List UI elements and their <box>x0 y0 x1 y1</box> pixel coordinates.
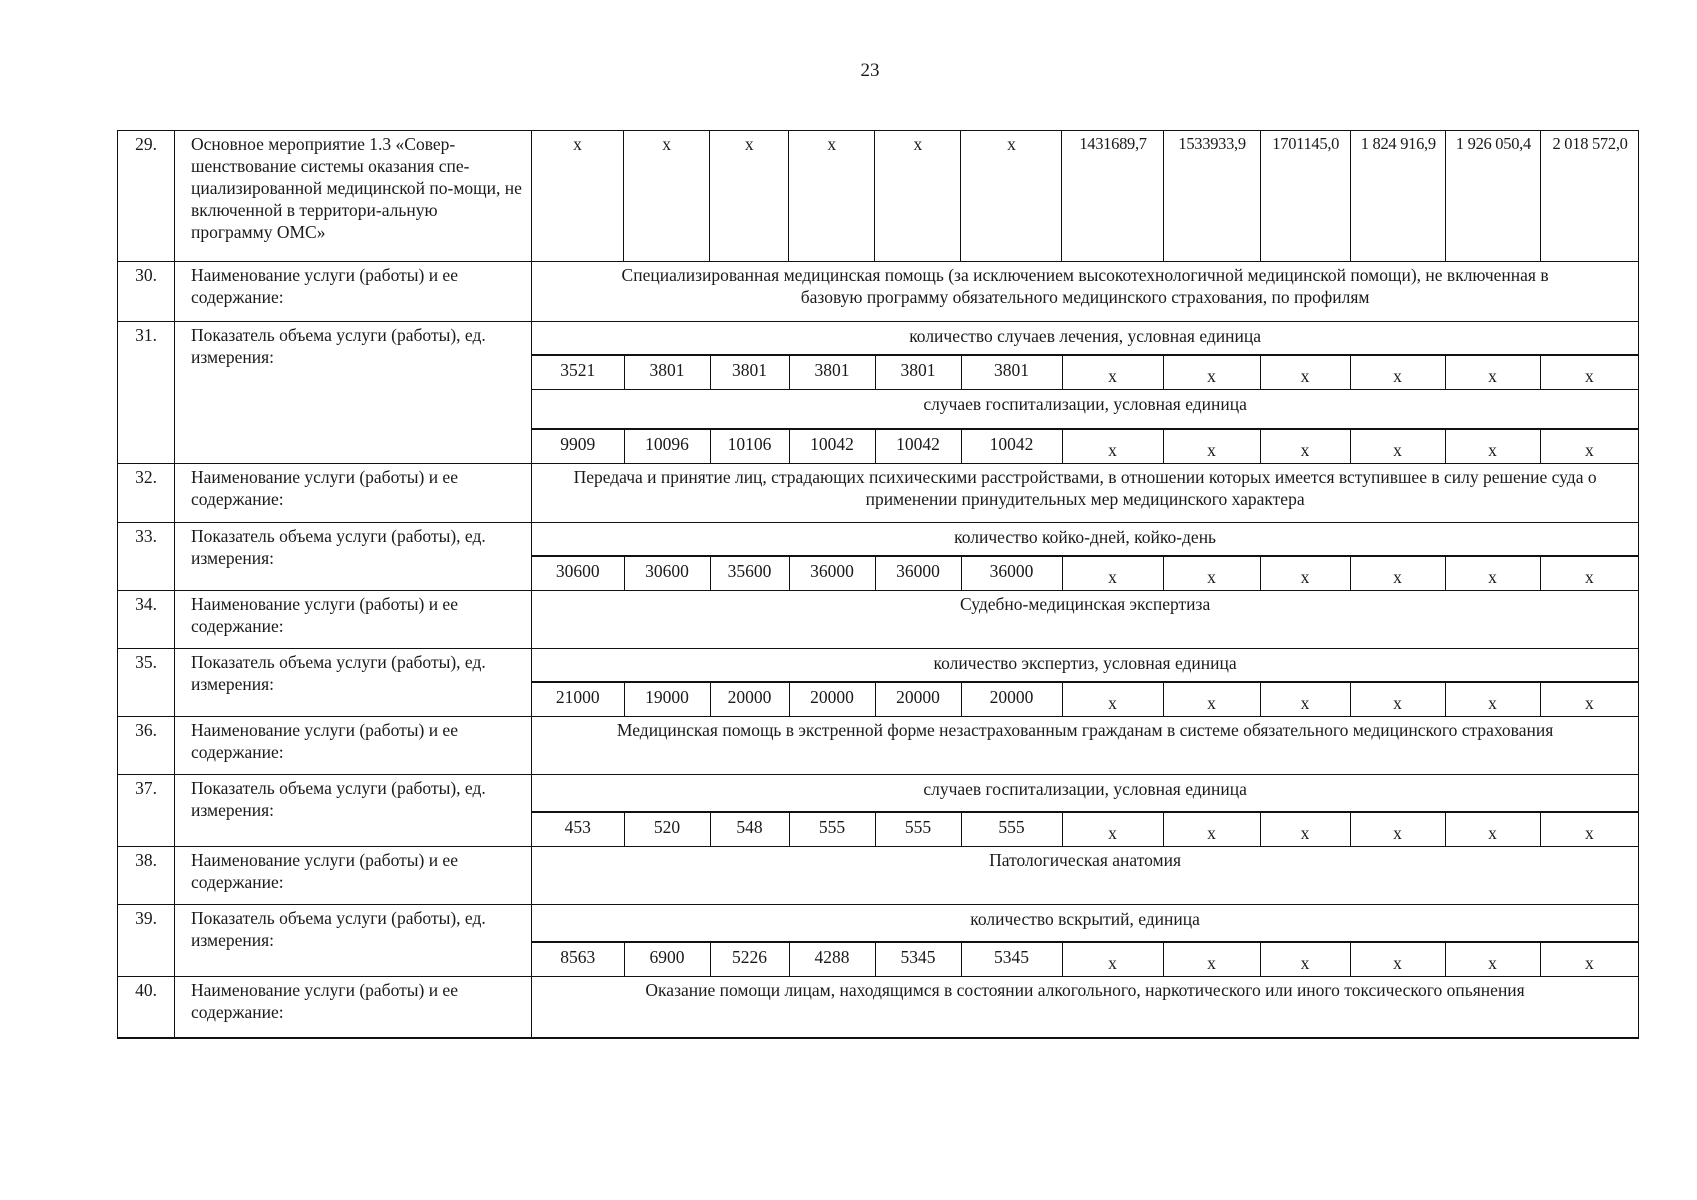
value-cell: x <box>1062 429 1163 463</box>
volume-subtable <box>532 523 1638 590</box>
value-cell: x <box>1540 556 1638 590</box>
value-cell: x <box>1260 942 1350 976</box>
row-label: Показатель объема услуги (работы), ед. измерения: <box>175 522 532 590</box>
value-cell: x <box>1350 942 1445 976</box>
row-number: 40. <box>118 976 175 1038</box>
value-cell: 1 926 050,4 <box>1445 131 1540 262</box>
value-cell: 453 <box>532 812 624 846</box>
value-cell: 5226 <box>710 942 789 976</box>
value-cell: 2 018 572,0 <box>1540 131 1638 262</box>
value-cell: x <box>1445 812 1540 846</box>
value-cell: x <box>1260 556 1350 590</box>
value-cell: 1431689,7 <box>1062 131 1163 262</box>
row-number: 39. <box>118 904 175 976</box>
value-cell: x <box>1062 556 1163 590</box>
row-number: 35. <box>118 648 175 716</box>
value-cell: x <box>1445 942 1540 976</box>
row-label: Наименование услуги (работы) и ее содержание: <box>175 463 532 522</box>
value-cell: 3801 <box>875 355 961 389</box>
value-cell: 10042 <box>875 429 961 463</box>
value-cell: x <box>1445 429 1540 463</box>
volume-subtable <box>532 649 1638 716</box>
value-cell: x <box>1540 429 1638 463</box>
service-name: Медицинская помощь в экстренной форме незастрахованным гражданам в системе обязательного медицинского страхования <box>532 716 1639 774</box>
volume-subtable <box>532 322 1638 463</box>
value-cell: 30600 <box>624 556 710 590</box>
row-label: Наименование услуги (работы) и ее содержание: <box>175 716 532 774</box>
table-row-39 <box>118 904 1639 976</box>
value-cell: 4288 <box>789 942 875 976</box>
table-row-30 <box>118 262 1639 322</box>
value-cell: 5345 <box>875 942 961 976</box>
value-cell: 3521 <box>532 355 624 389</box>
value-cell: x <box>1163 429 1260 463</box>
table-row-36 <box>118 716 1639 774</box>
row-description: Основное мероприятие 1.3 «Совер-шенствование системы оказания спе-циализированной медицинской по-мощи, не включенной в территори-альную программу ОМС» <box>175 131 532 262</box>
value-cell: x <box>1260 682 1350 716</box>
value-cell: x <box>1540 682 1638 716</box>
value-cell: 10042 <box>789 429 875 463</box>
value-cell: 30600 <box>532 556 624 590</box>
unit-label: количество койко-дней, койко-день <box>532 523 1638 556</box>
table-row-34 <box>118 590 1639 648</box>
value-cell: 9909 <box>532 429 624 463</box>
row-label: Наименование услуги (работы) и ее содержание: <box>175 262 532 322</box>
value-cell: x <box>1350 429 1445 463</box>
row-number: 31. <box>118 322 175 464</box>
value-cell: x <box>624 131 710 262</box>
value-cell: 1 824 916,9 <box>1350 131 1445 262</box>
row-label: Наименование услуги (работы) и ее содержание: <box>175 846 532 904</box>
row-label: Показатель объема услуги (работы), ед. измерения: <box>175 322 532 464</box>
volume-subtable <box>532 905 1638 976</box>
value-cell: x <box>961 131 1062 262</box>
value-cell: x <box>1350 355 1445 389</box>
value-cell: x <box>532 131 624 262</box>
row-label: Наименование услуги (работы) и ее содержание: <box>175 976 532 1038</box>
value-cell: x <box>1445 355 1540 389</box>
value-cell: x <box>1540 812 1638 846</box>
value-cell: x <box>1540 942 1638 976</box>
service-name: Патологическая анатомия <box>532 846 1639 904</box>
table-row-38 <box>118 846 1639 904</box>
unit-label: количество экспертиз, условная единица <box>532 649 1638 682</box>
value-cell: x <box>1062 942 1163 976</box>
value-cell: 10096 <box>624 429 710 463</box>
value-cell: 3801 <box>624 355 710 389</box>
volume-subtable <box>532 775 1638 846</box>
table-row-31 <box>118 322 1639 464</box>
value-cell: x <box>1350 812 1445 846</box>
value-cell: 1701145,0 <box>1260 131 1350 262</box>
row-number: 36. <box>118 716 175 774</box>
state-program-table <box>117 130 1639 1039</box>
row-label: Показатель объема услуги (работы), ед. измерения: <box>175 648 532 716</box>
value-cell: x <box>1062 682 1163 716</box>
value-cell: x <box>1163 682 1260 716</box>
row-label: Показатель объема услуги (работы), ед. измерения: <box>175 904 532 976</box>
unit-label: случаев госпитализации, условная единица <box>532 389 1638 429</box>
table-row-29 <box>118 131 1639 262</box>
service-name: Оказание помощи лицам, находящимся в состоянии алкогольного, наркотического или иного токсического опьянения <box>532 976 1639 1038</box>
value-cell: 36000 <box>961 556 1062 590</box>
table-row-40 <box>118 976 1639 1038</box>
value-cell: 20000 <box>789 682 875 716</box>
value-cell: 555 <box>875 812 961 846</box>
value-cell: 548 <box>710 812 789 846</box>
value-cell: 36000 <box>789 556 875 590</box>
value-cell: 10042 <box>961 429 1062 463</box>
row-number: 38. <box>118 846 175 904</box>
table-row-33 <box>118 522 1639 590</box>
value-cell: 6900 <box>624 942 710 976</box>
row-number: 32. <box>118 463 175 522</box>
value-cell: x <box>1445 556 1540 590</box>
value-cell: x <box>1062 355 1163 389</box>
value-cell: 555 <box>789 812 875 846</box>
value-cell: 3801 <box>789 355 875 389</box>
value-cell: x <box>1260 812 1350 846</box>
unit-label: количество случаев лечения, условная единица <box>532 322 1638 355</box>
value-cell: 35600 <box>710 556 789 590</box>
value-cell: x <box>1163 556 1260 590</box>
value-cell: x <box>875 131 961 262</box>
row-number: 30. <box>118 262 175 322</box>
value-cell: 20000 <box>875 682 961 716</box>
table-row-37 <box>118 774 1639 846</box>
value-cell: 5345 <box>961 942 1062 976</box>
unit-label: случаев госпитализации, условная единица <box>532 775 1638 812</box>
value-cell: 20000 <box>710 682 789 716</box>
value-cell: 10106 <box>710 429 789 463</box>
value-cell: x <box>1062 812 1163 846</box>
value-cell: x <box>1163 812 1260 846</box>
value-cell: x <box>1350 682 1445 716</box>
value-cell: x <box>710 131 789 262</box>
value-cell: 21000 <box>532 682 624 716</box>
value-cell: 8563 <box>532 942 624 976</box>
value-cell: x <box>1260 355 1350 389</box>
value-cell: x <box>1163 942 1260 976</box>
table-row-32 <box>118 463 1639 522</box>
value-cell: 520 <box>624 812 710 846</box>
value-cell: x <box>1445 682 1540 716</box>
table-row-35 <box>118 648 1639 716</box>
value-cell: x <box>1350 556 1445 590</box>
value-cell: x <box>1260 429 1350 463</box>
row-number: 29. <box>118 131 175 262</box>
value-cell: x <box>1540 355 1638 389</box>
value-cell: x <box>1163 355 1260 389</box>
row-label: Наименование услуги (работы) и ее содержание: <box>175 590 532 648</box>
service-name: Передача и принятие лиц, страдающих психическими расстройствами, в отношении которых имеется вступившее в силу решение суда о применении принудительных мер медицинского характера <box>532 463 1639 522</box>
value-cell: 20000 <box>961 682 1062 716</box>
value-cell: 3801 <box>710 355 789 389</box>
row-number: 37. <box>118 774 175 846</box>
service-name: Специализированная медицинская помощь (за исключением высокотехнологичной медицинской помощи), не включенная в базовую программу обязательного медицинского страхования, по профилям <box>532 262 1639 322</box>
row-label: Показатель объема услуги (работы), ед. измерения: <box>175 774 532 846</box>
service-name: Судебно-медицинская экспертиза <box>532 590 1639 648</box>
value-cell: 3801 <box>961 355 1062 389</box>
unit-label: количество вскрытий, единица <box>532 905 1638 942</box>
value-cell: 36000 <box>875 556 961 590</box>
value-cell: 555 <box>961 812 1062 846</box>
page-number: 23 <box>860 60 880 81</box>
row-number: 34. <box>118 590 175 648</box>
value-cell: x <box>789 131 875 262</box>
value-cell: 19000 <box>624 682 710 716</box>
value-cell: 1533933,9 <box>1163 131 1260 262</box>
row-number: 33. <box>118 522 175 590</box>
